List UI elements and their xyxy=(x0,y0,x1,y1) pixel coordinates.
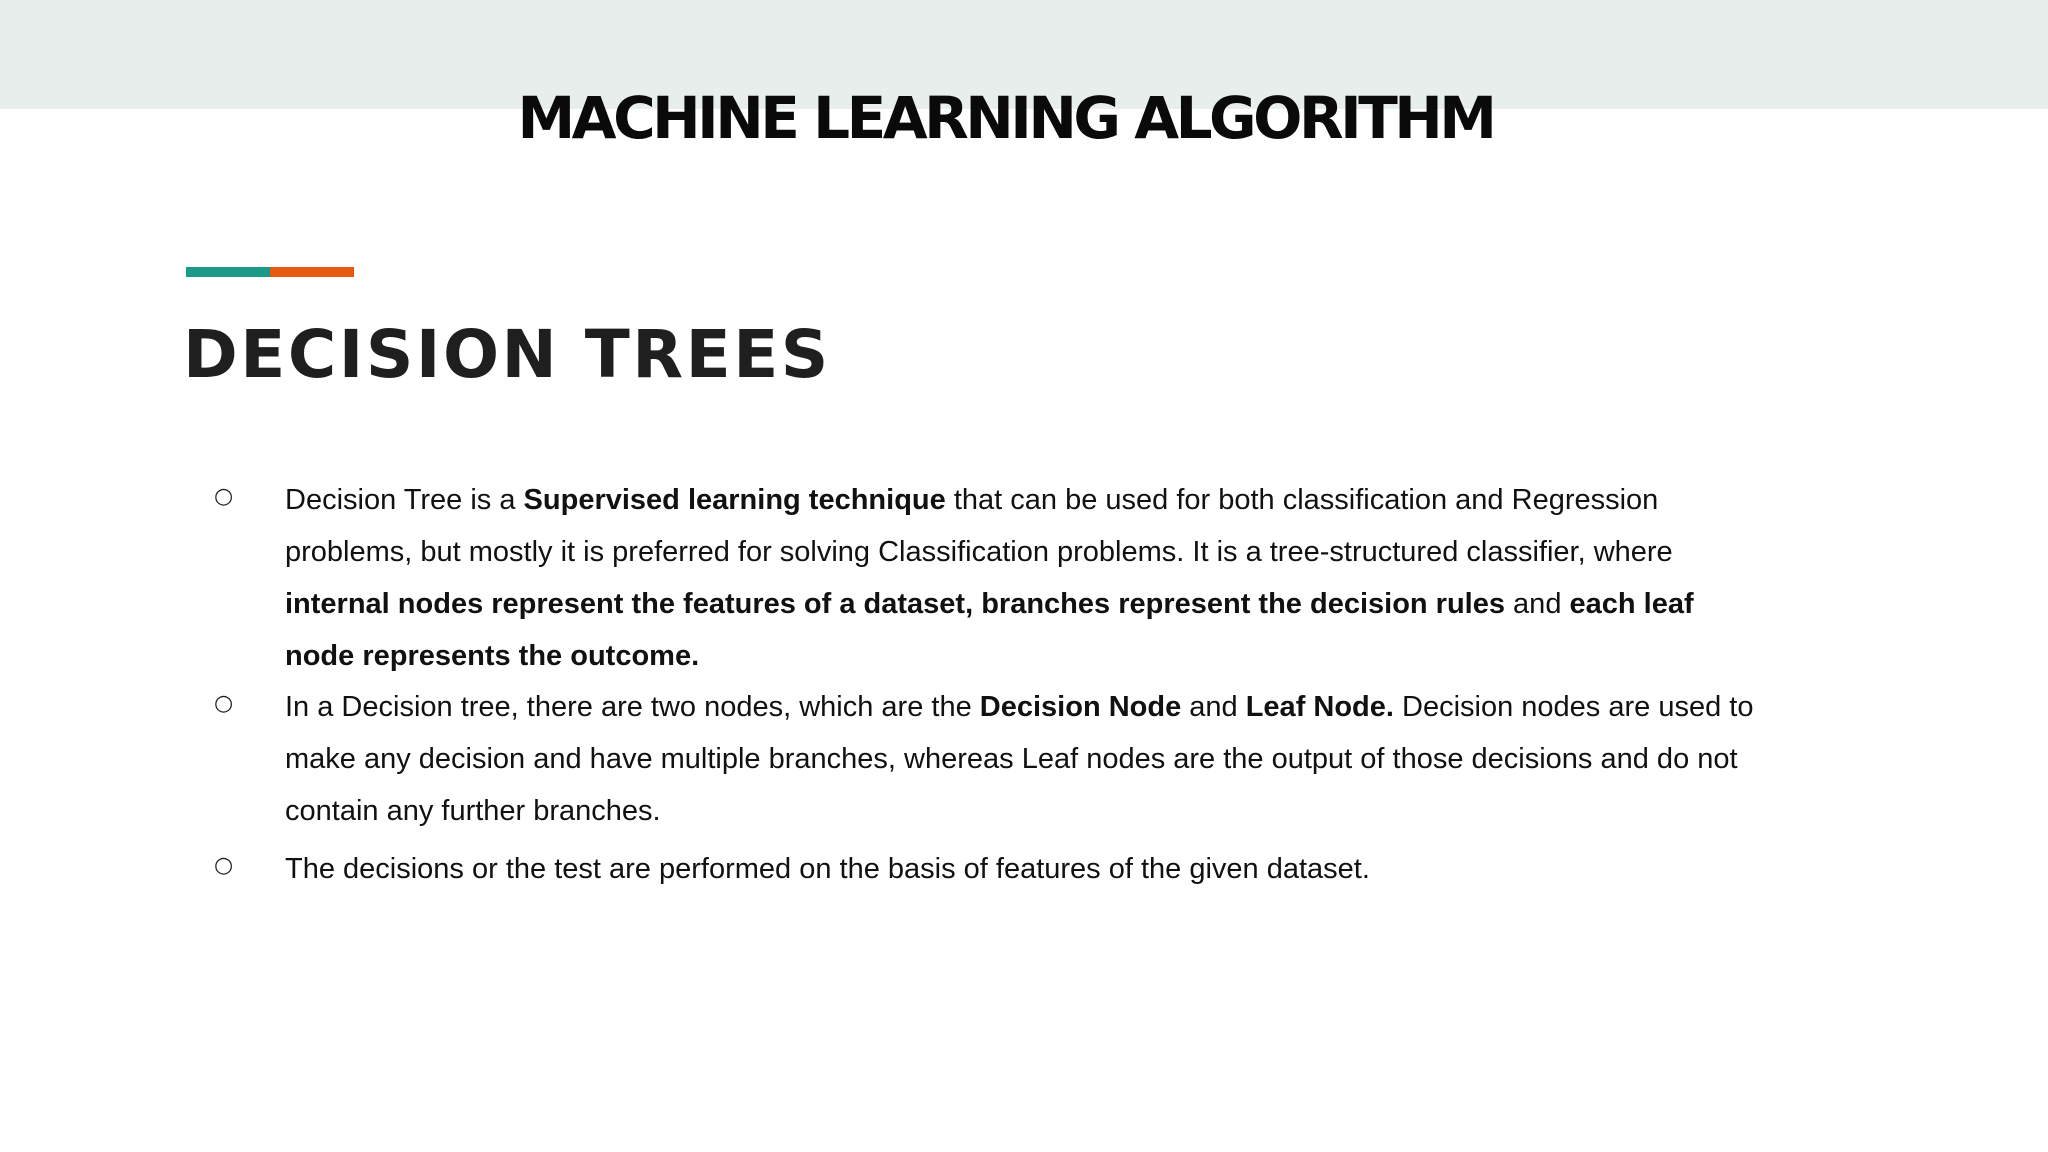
bullet-circle-icon: ○ xyxy=(214,691,234,716)
bullet-line xyxy=(285,578,1905,630)
text-run: contain any further branches. xyxy=(285,795,661,827)
text-run: and xyxy=(1505,588,1570,620)
accent-bar-teal xyxy=(186,267,270,277)
text-run: problems, but mostly it is preferred for solving Classification problems. It is a tree-structured classifier, where xyxy=(285,536,1673,568)
bold-text-run: Leaf Node. xyxy=(1245,691,1394,723)
text-run: Decision Tree is a xyxy=(285,484,524,516)
bullet-line xyxy=(285,630,1905,682)
bullet-line xyxy=(285,843,1905,895)
bold-text-run: each leaf xyxy=(1569,588,1694,620)
bullet-circle-icon: ○ xyxy=(214,853,234,878)
accent-bar xyxy=(186,267,354,277)
section-title: DECISION TREES xyxy=(183,316,831,393)
text-run: Decision nodes are used to xyxy=(1393,691,1754,723)
bold-text-run: node represents the outcome. xyxy=(285,640,700,672)
bold-text-run: internal nodes represent the features of a dataset, branches represent the decision rules xyxy=(285,588,1505,620)
text-run: The decisions or the test are performed on the basis of features of the given dataset. xyxy=(285,853,1370,885)
main-title: MACHINE LEARNING ALGORITHM xyxy=(517,84,1494,152)
bullet-line xyxy=(285,733,1905,785)
text-run: In a Decision tree, there are two nodes, which are the xyxy=(285,691,980,723)
bullet-line xyxy=(285,474,1905,526)
bold-text-run: Supervised learning technique xyxy=(523,484,946,516)
bold-text-run: Decision Node xyxy=(979,691,1182,723)
accent-bar-orange xyxy=(270,267,354,277)
bullet-text xyxy=(285,843,1905,895)
bullet-line xyxy=(285,785,1905,837)
bullet-line xyxy=(285,681,1905,733)
text-run: that can be used for both classification and Regression xyxy=(945,484,1659,516)
bullet-text xyxy=(285,681,1905,837)
bullet-text xyxy=(285,474,1905,682)
bullet-line xyxy=(285,526,1905,578)
bullet-circle-icon: ○ xyxy=(214,484,234,509)
text-run: make any decision and have multiple branches, whereas Leaf nodes are the output of those decisions and do not xyxy=(285,743,1738,775)
text-run: and xyxy=(1181,691,1246,723)
